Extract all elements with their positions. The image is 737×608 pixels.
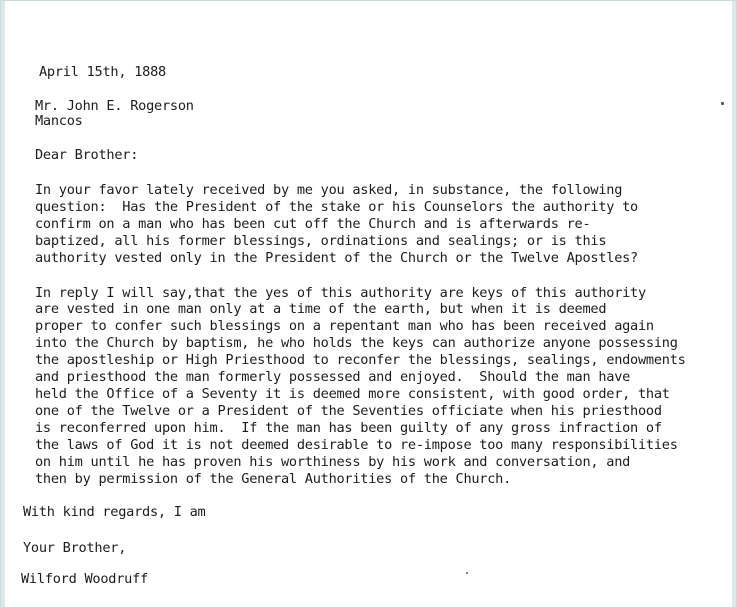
paragraph-line: proper to confer such blessings on a repentant man who has been received again (35, 318, 654, 334)
paragraph-line: In your favor lately received by me you asked, in substance, the following (35, 182, 623, 198)
paragraph-line: are vested in one man only at a time of the earth, but when it is deemed (35, 301, 607, 317)
letter-date: April 15th, 1888 (39, 64, 166, 80)
closing: With kind regards, I am (23, 504, 206, 520)
paragraph-line: on him until he has proven his worthiness by his work and conversation, and (35, 454, 631, 470)
paragraph-line: authority vested only in the President of the Church or the Twelve Apostles? (35, 250, 638, 266)
paragraph-line: confirm on a man who has been cut off the Church and is afterwards re- (35, 216, 591, 232)
recipient-name: Mr. John E. Rogerson (35, 98, 194, 114)
right-edge (732, 1, 736, 607)
scan-speck (466, 572, 468, 574)
paragraph-line: one of the Twelve or a President of the Seventies officiate when his priesthood (35, 403, 662, 419)
paragraph-line: question: Has the President of the stake or his Counselors the authority to (35, 199, 638, 215)
paragraph-line: In reply I will say,that the yes of this authority are keys of this authority (35, 285, 646, 301)
paragraph-line: and priesthood the man formerly possessed and enjoyed. Should the man have (35, 369, 631, 385)
scan-speck (721, 102, 724, 105)
valediction: Your Brother, (23, 540, 127, 556)
paragraph-line: is reconferred upon him. If the man has been guilty of any gross infraction of (35, 420, 662, 436)
paragraph-line: the apostleship or High Priesthood to reconfer the blessings, sealings, endowments (35, 352, 686, 368)
paragraph-line: into the Church by baptism, he who holds the keys can authorize anyone possessing (35, 335, 678, 351)
recipient-place: Mancos (35, 113, 83, 129)
paragraph-line: baptized, all his former blessings, ordinations and sealings; or is this (35, 233, 607, 249)
salutation: Dear Brother: (35, 147, 139, 163)
signature: Wilford Woodruff (21, 571, 148, 587)
paragraph-line: the laws of God it is not deemed desirable to re-impose too many responsibilities (35, 437, 678, 453)
paragraph-line: held the Office of a Seventy it is deemed more consistent, with good order, that (35, 386, 670, 402)
paragraph-line: then by permission of the General Authorities of the Church. (35, 471, 512, 487)
left-edge (1, 1, 5, 607)
